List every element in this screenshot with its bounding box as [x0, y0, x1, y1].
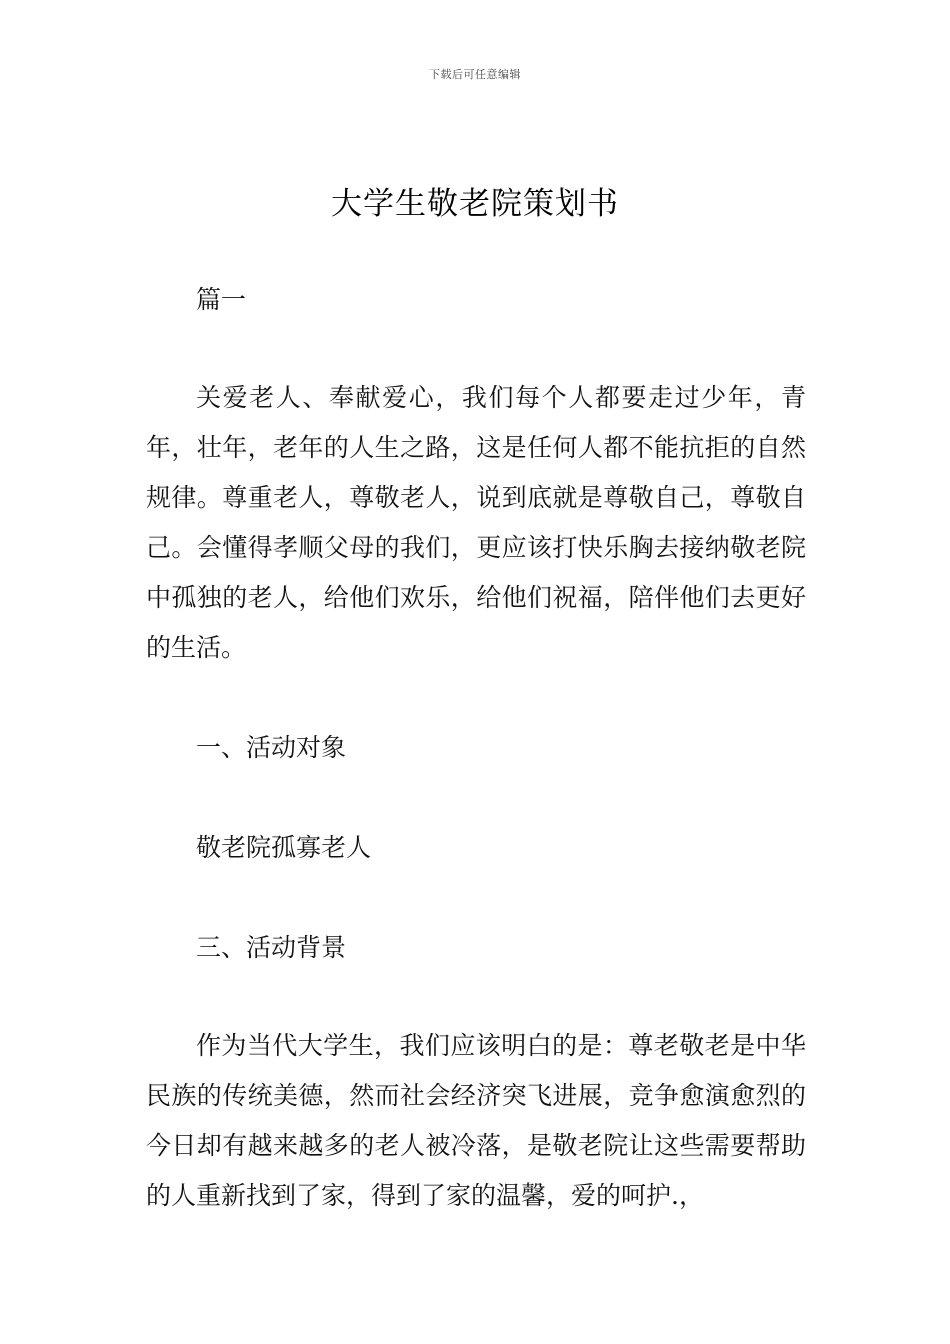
intro-paragraph: 关爱老人、奉献爱心，我们每个人都要走过少年，青年，壮年，老年的人生之路，这是任何人都不能抗拒的自然规律。尊重老人，尊敬老人，说到底就是尊敬自己，尊敬自己。会懂得孝顺父母的我们，更应该打快乐胸去接纳敬老院中孤独的老人，给他们欢乐，给他们祝福，陪伴他们去更好的生活。: [146, 383, 806, 662]
document-title: 大学生敬老院策划书: [331, 186, 619, 222]
background-paragraph: 作为当代大学生，我们应该明白的是：尊老敬老是中华民族的传统美德，然而社会经济突飞进展，竞争愈演愈烈的今日却有越来越多的老人被冷落，是敬老院让这些需要帮助的人重新找到了家，得到了家的温馨，爱的呵护.，: [146, 1031, 806, 1210]
heading-activity-target: 一、活动对象: [196, 733, 347, 762]
header-note: 下载后可任意编辑: [429, 68, 521, 81]
activity-target-text: 敬老院孤寡老人: [196, 833, 372, 862]
heading-activity-background: 三、活动背景: [196, 933, 347, 962]
section-label: 篇一: [196, 285, 247, 314]
